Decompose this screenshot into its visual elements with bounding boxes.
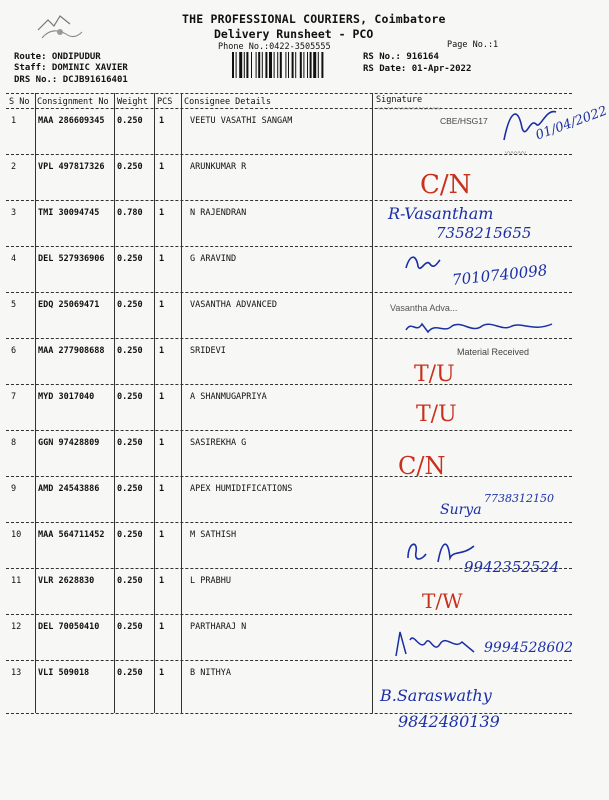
signature-2: C/N	[420, 170, 472, 200]
row-consignee: A SHANMUGAPRIYA	[190, 392, 267, 402]
row-pcs: 1	[159, 300, 165, 310]
row-consignment-no: DEL 527936906	[38, 254, 105, 264]
row-sno: 11	[11, 576, 22, 586]
signature-stamp-tamil-2: 〰〰〰	[505, 150, 526, 157]
col-divider	[154, 93, 155, 713]
signature-4-phone: 7010740098	[451, 261, 549, 289]
route-label: Route: ONDIPUDUR	[14, 52, 101, 62]
row-consignee: G ARAVIND	[190, 254, 237, 264]
row-pcs: 1	[159, 208, 165, 218]
col-header-consignment: Consignment No	[37, 97, 109, 107]
row-divider	[6, 614, 572, 615]
signature-stamp-tamil: 〰〰〰〰〰〰〰〰〰	[378, 106, 441, 113]
signature-7: T/U	[416, 402, 457, 427]
signature-10-phone: 9942352524	[464, 558, 560, 576]
row-sno: 6	[11, 346, 17, 356]
row-consignment-no: VPL 497817326	[38, 162, 105, 172]
row-consignment-no: TMI 30094745	[38, 208, 100, 218]
col-divider	[372, 93, 373, 713]
row-pcs: 1	[159, 392, 165, 402]
row-pcs: 1	[159, 484, 165, 494]
phone-number: Phone No.:0422-3505555	[218, 42, 331, 52]
row-consignee: B NITHYA	[190, 668, 231, 678]
col-divider	[181, 93, 182, 713]
rs-date: RS Date: 01-Apr-2022	[363, 64, 472, 74]
barcode-icon	[232, 52, 355, 78]
table-bottom-rule	[6, 713, 572, 714]
row-pcs: 1	[159, 668, 165, 678]
table-top-rule	[6, 93, 572, 94]
row-divider	[6, 476, 572, 477]
row-consignee: SASIREKHA G	[190, 438, 247, 448]
row-pcs: 1	[159, 162, 165, 172]
row-divider	[6, 522, 572, 523]
row-weight: 0.250	[117, 254, 143, 264]
signature-13-name: B.Saraswathy	[380, 686, 492, 705]
row-consignee: ARUNKUMAR R	[190, 162, 247, 172]
signature-scribble-12	[392, 628, 482, 662]
row-consignee: VEETU VASATHI SANGAM	[190, 116, 293, 126]
row-consignment-no: MYD 3017040	[38, 392, 95, 402]
row-weight: 0.250	[117, 576, 143, 586]
row-divider	[6, 154, 572, 155]
row-weight: 0.250	[117, 668, 143, 678]
row-weight: 0.250	[117, 392, 143, 402]
row-sno: 12	[11, 622, 22, 632]
row-consignee: APEX HUMIDIFICATIONS	[190, 484, 293, 494]
row-weight: 0.780	[117, 208, 143, 218]
row-pcs: 1	[159, 438, 165, 448]
row-consignment-no: VLI 509018	[38, 668, 90, 678]
signature-12-phone: 9994528602	[484, 640, 574, 656]
row-divider	[6, 338, 572, 339]
row-sno: 1	[11, 116, 17, 126]
row-consignment-no: MAA 286609345	[38, 116, 105, 126]
company-logo-icon	[30, 12, 90, 50]
row-sno: 3	[11, 208, 17, 218]
signature-6: T/U	[414, 362, 455, 387]
row-consignment-no: VLR 2628830	[38, 576, 95, 586]
row-consignee: VASANTHA ADVANCED	[190, 300, 277, 310]
signature-13-phone: 9842480139	[398, 712, 500, 731]
row-divider	[6, 246, 572, 247]
signature-scribble-4	[402, 250, 442, 278]
row-consignment-no: MAA 564711452	[38, 530, 105, 540]
signature-scribble-1	[500, 100, 560, 150]
drs-number: DRS No.: DCJB91616401	[14, 75, 128, 85]
page-subtitle: Delivery Runsheet - PCO	[214, 27, 374, 41]
row-sno: 7	[11, 392, 17, 402]
row-divider	[6, 660, 572, 661]
row-pcs: 1	[159, 576, 165, 586]
row-sno: 5	[11, 300, 17, 310]
row-weight: 0.250	[117, 346, 143, 356]
row-pcs: 1	[159, 254, 165, 264]
row-consignee: SRIDEVI	[190, 346, 226, 356]
row-pcs: 1	[159, 530, 165, 540]
row-sno: 2	[11, 162, 17, 172]
signature-scribble-5	[402, 316, 562, 338]
signature-3-phone: 7358215655	[436, 224, 532, 242]
row-pcs: 1	[159, 346, 165, 356]
table-header-rule	[6, 108, 572, 109]
signature-stamp-5: Vasantha Adva...	[390, 303, 458, 313]
signature-9-phone: 7738312150	[484, 492, 554, 505]
row-consignment-no: MAA 277908688	[38, 346, 105, 356]
row-consignment-no: AMD 24543886	[38, 484, 100, 494]
row-weight: 0.250	[117, 162, 143, 172]
col-header-weight: Weight	[117, 97, 148, 107]
row-consignment-no: GGN 97428809	[38, 438, 100, 448]
row-weight: 0.250	[117, 116, 143, 126]
row-sno: 10	[11, 530, 22, 540]
row-sno: 9	[11, 484, 17, 494]
row-pcs: 1	[159, 116, 165, 126]
row-weight: 0.250	[117, 484, 143, 494]
col-header-pcs: PCS	[157, 97, 173, 107]
rs-number: RS No.: 916164	[363, 52, 439, 62]
row-sno: 4	[11, 254, 17, 264]
col-divider	[35, 93, 36, 713]
page-title: THE PROFESSIONAL COURIERS, Coimbatore	[182, 12, 446, 26]
row-consignee: M SATHISH	[190, 530, 237, 540]
row-divider	[6, 384, 572, 385]
signature-stamp-6: Material Received	[457, 347, 530, 357]
col-header-sno: S No	[9, 97, 30, 107]
row-sno: 8	[11, 438, 17, 448]
col-header-signature: Signature	[376, 95, 423, 105]
signature-11: T/W	[422, 589, 463, 613]
row-consignee: PARTHARAJ N	[190, 622, 247, 632]
row-weight: 0.250	[117, 438, 143, 448]
row-weight: 0.250	[117, 622, 143, 632]
row-weight: 0.250	[117, 300, 143, 310]
signature-stamp-1: CBE/HSG17	[440, 116, 488, 126]
col-header-consignee: Consignee Details	[184, 97, 271, 107]
row-divider	[6, 200, 572, 201]
row-consignment-no: EDQ 25069471	[38, 300, 100, 310]
row-consignee: N RAJENDRAN	[190, 208, 247, 218]
col-divider	[114, 93, 115, 713]
row-consignee: L PRABHU	[190, 576, 231, 586]
row-divider	[6, 430, 572, 431]
signature-9-name: Surya	[440, 502, 482, 518]
signature-3-name: R-Vasantham	[388, 204, 494, 223]
signature-date-1: 01/04/2022	[533, 103, 609, 144]
signature-8: C/N	[398, 452, 446, 480]
row-weight: 0.250	[117, 530, 143, 540]
row-pcs: 1	[159, 622, 165, 632]
row-consignment-no: DEL 70050410	[38, 622, 100, 632]
page-number: Page No.:1	[447, 40, 499, 50]
staff-label: Staff: DOMINIC XAVIER	[14, 63, 128, 73]
row-sno: 13	[11, 668, 22, 678]
row-divider	[6, 292, 572, 293]
